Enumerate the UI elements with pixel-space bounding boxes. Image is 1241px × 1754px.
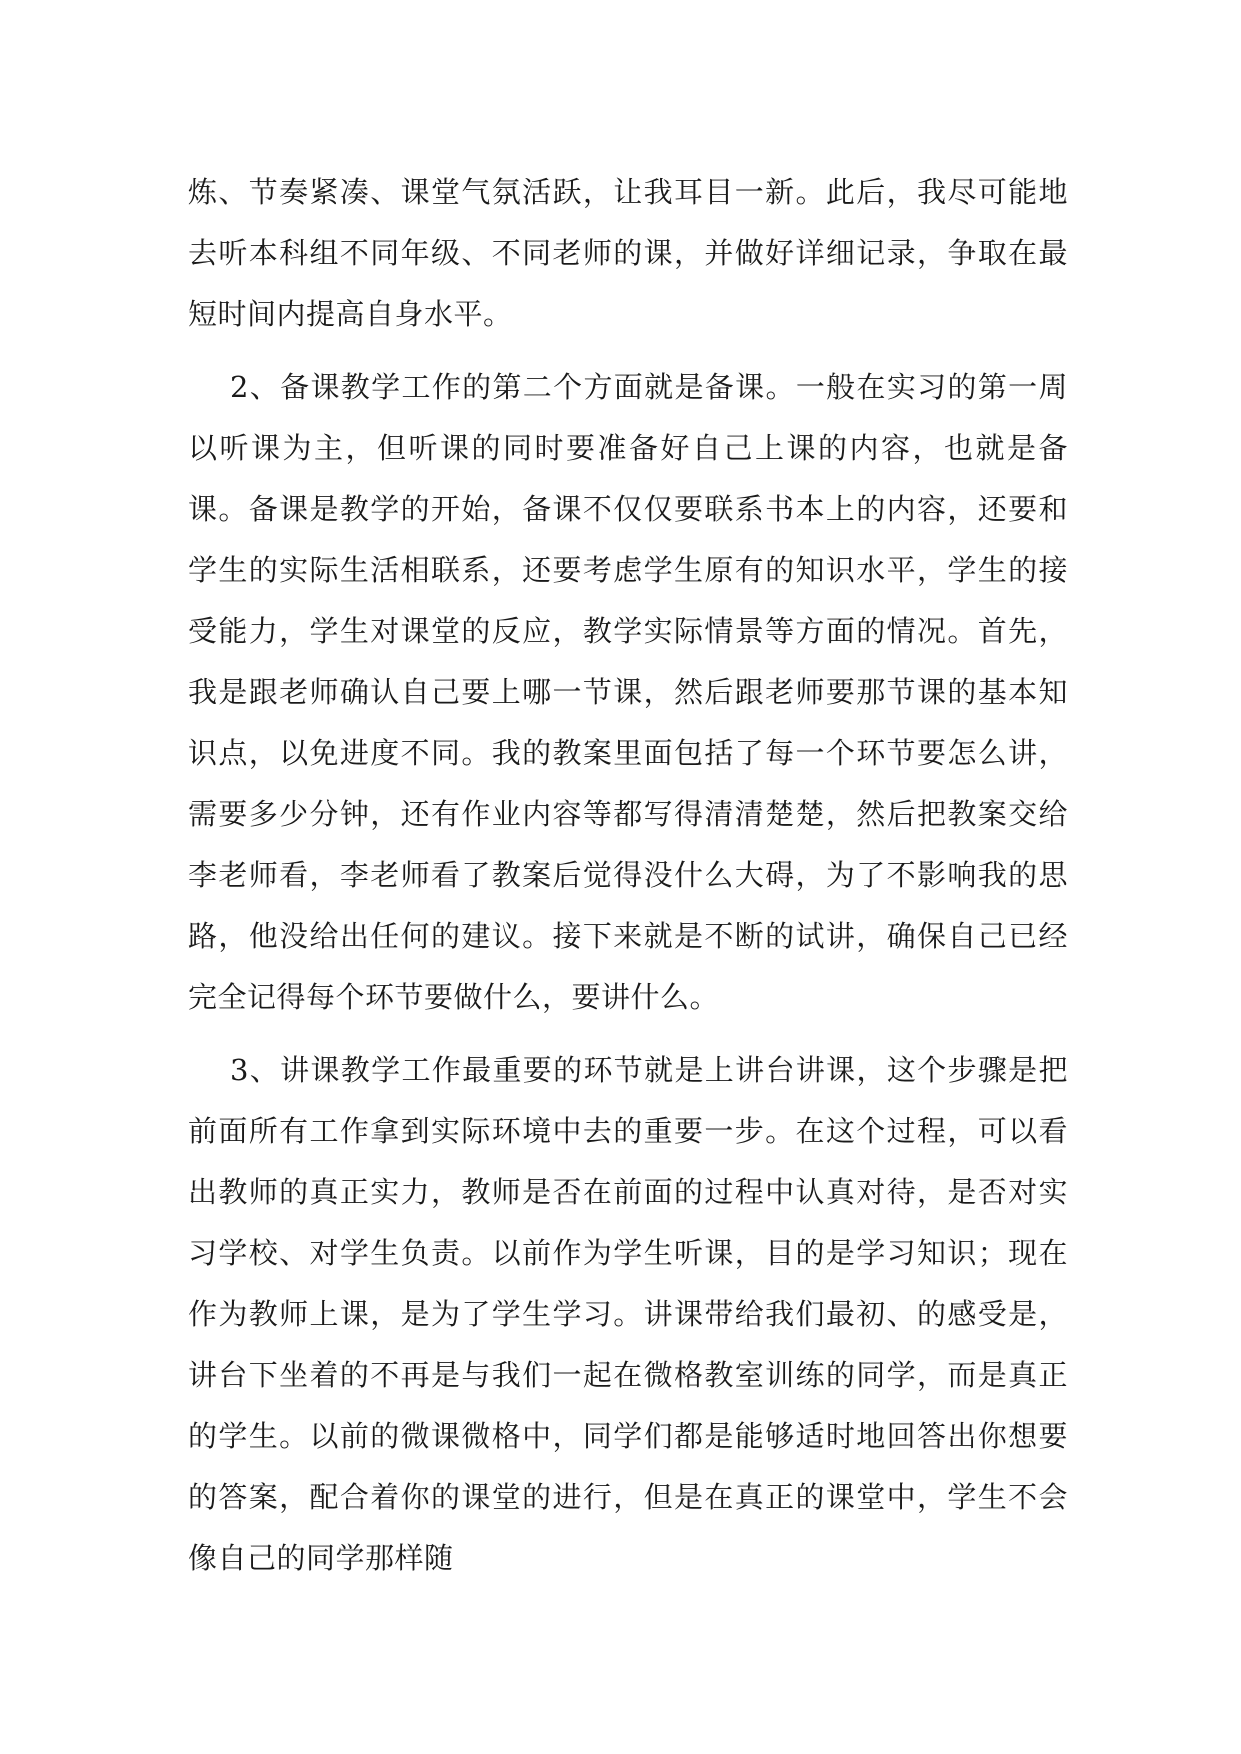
- paragraph-3: 3、讲课教学工作最重要的环节就是上讲台讲课，这个步骤是把前面所有工作拿到实际环境中去的重要一步。在这个过程，可以看出教师的真正实力，教师是否在前面的过程中认真对待，是否对实习学校、对学生负责。以前作为学生听课，目的是学习知识；现在作为教师上课，是为了学生学习。讲课带给我们最初、的感受是，讲台下坐着的不再是与我们一起在微格教室训练的同学，而是真正的学生。以前的微课微格中，同学们都是能够适时地回答出你想要的答案，配合着你的课堂的进行，但是在真正的课堂中，学生不会像自己的同学那样随: [188, 1053, 1068, 1575]
- paragraph-2: 2、备课教学工作的第二个方面就是备课。一般在实习的第一周以听课为主，但听课的同时要准备好自己上课的内容，也就是备课。备课是教学的开始，备课不仅仅要联系书本上的内容，还要和学生的实际生活相联系，还要考虑学生原有的知识水平，学生的接受能力，学生对课堂的反应，教学实际情景等方面的情况。首先，我是跟老师确认自己要上哪一节课，然后跟老师要那节课的基本知识点，以免进度不同。我的教案里面包括了每一个环节要怎么讲，需要多少分钟，还有作业内容等都写得清清楚楚，然后把教案交给李老师看，李老师看了教案后觉得没什么大碍，为了不影响我的思路，他没给出任何的建议。接下来就是不断的试讲，确保自己已经完全记得每个环节要做什么，要讲什么。: [188, 370, 1068, 1014]
- paragraph-1: 炼、节奏紧凑、课堂气氛活跃，让我耳目一新。此后，我尽可能地去听本科组不同年级、不同老师的课，并做好详细记录，争取在最短时间内提高自身水平。: [188, 175, 1068, 331]
- document-body: [188, 162, 1068, 1589]
